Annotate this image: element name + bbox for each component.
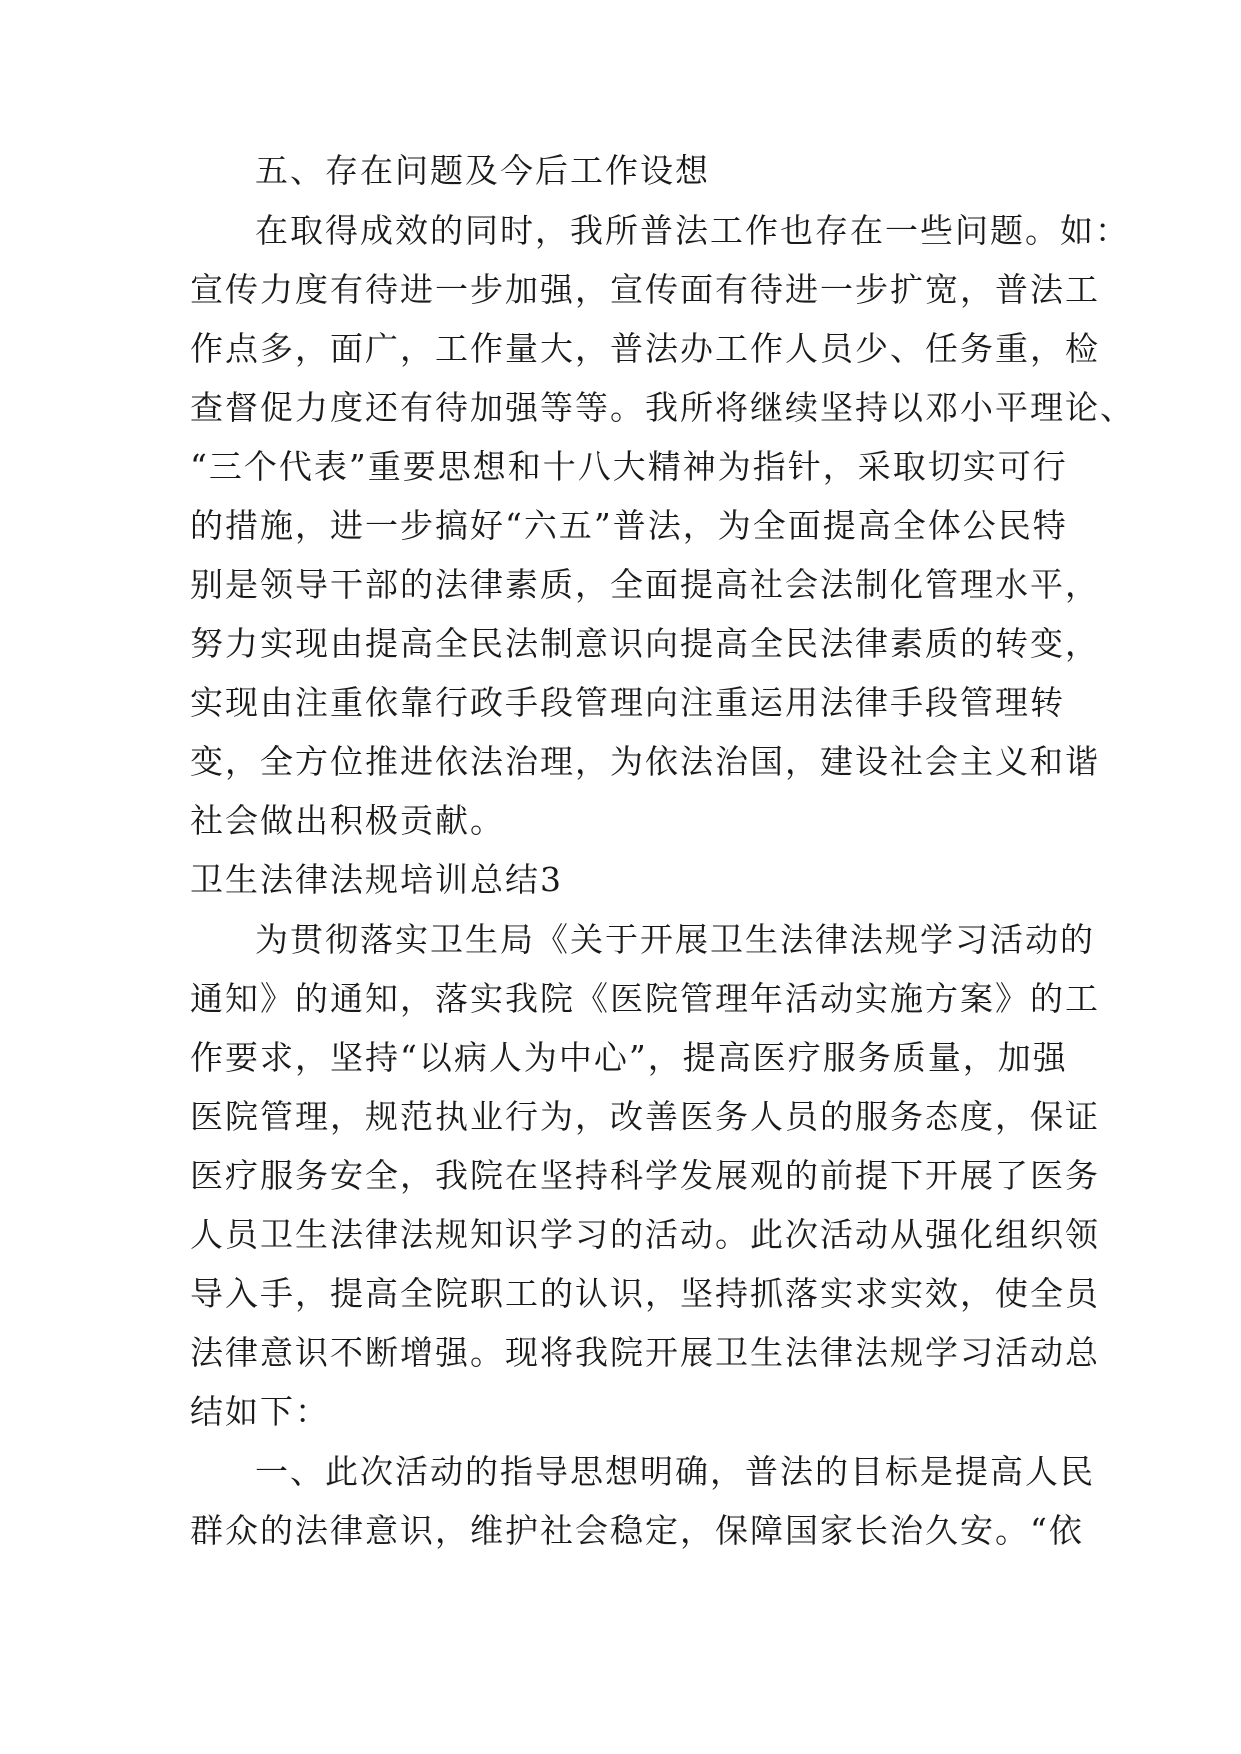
paragraph-line: 作点多，面广，工作量大，普法办工作人员少、任务重，检 [190, 329, 1100, 368]
paragraph-line: 法律意识不断增强。现将我院开展卫生法律法规学习活动总 [190, 1333, 1100, 1372]
paragraph-line: 作要求，坚持“以病人为中心”，提高医疗服务质量，加强 [190, 1038, 1068, 1077]
paragraph-line: 宣传力度有待进一步加强，宣传面有待进一步扩宽，普法工 [190, 270, 1100, 309]
paragraph-line: “三个代表”重要思想和十八大精神为指针，采取切实可行 [190, 447, 1068, 486]
section-heading-problems: 五、存在问题及今后工作设想 [255, 151, 710, 190]
paragraph-line: 努力实现由提高全民法制意识向提高全民法律素质的转变， [190, 624, 1100, 663]
paragraph-line: 通知》的通知，落实我院《医院管理年活动实施方案》的工 [190, 979, 1100, 1018]
paragraph-line: 为贯彻落实卫生局《关于开展卫生法律法规学习活动的 [255, 920, 1095, 959]
paragraph-line: 别是领导干部的法律素质，全面提高社会法制化管理水平， [190, 565, 1100, 604]
paragraph-line: 的措施，进一步搞好“六五”普法，为全面提高全体公民特 [190, 506, 1068, 545]
paragraph-line: 结如下： [190, 1392, 330, 1431]
paragraph-line: 实现由注重依靠行政手段管理向注重运用法律手段管理转 [190, 683, 1065, 722]
paragraph-line: 导入手，提高全院职工的认识，坚持抓落实求实效，使全员 [190, 1274, 1100, 1313]
paragraph-line: 医院管理，规范执业行为，改善医务人员的服务态度，保证 [190, 1097, 1100, 1136]
paragraph-line: 变，全方位推进依法治理，为依法治国，建设社会主义和谐 [190, 742, 1100, 781]
paragraph-line: 群众的法律意识，维护社会稳定，保障国家长治久安。“依 [190, 1511, 1084, 1550]
paragraph-line: 在取得成效的同时，我所普法工作也存在一些问题。如： [255, 211, 1130, 250]
paragraph-line: 查督促力度还有待加强等等。我所将继续坚持以邓小平理论、 [190, 388, 1135, 427]
paragraph-line: 社会做出积极贡献。 [190, 801, 505, 840]
paragraph-line: 一、此次活动的指导思想明确，普法的目标是提高人民 [255, 1452, 1095, 1491]
paragraph-line: 医疗服务安全，我院在坚持科学发展观的前提下开展了医务 [190, 1156, 1100, 1195]
section-title-training-summary: 卫生法律法规培训总结3 [190, 860, 563, 899]
paragraph-line: 人员卫生法律法规知识学习的活动。此次活动从强化组织领 [190, 1215, 1100, 1254]
